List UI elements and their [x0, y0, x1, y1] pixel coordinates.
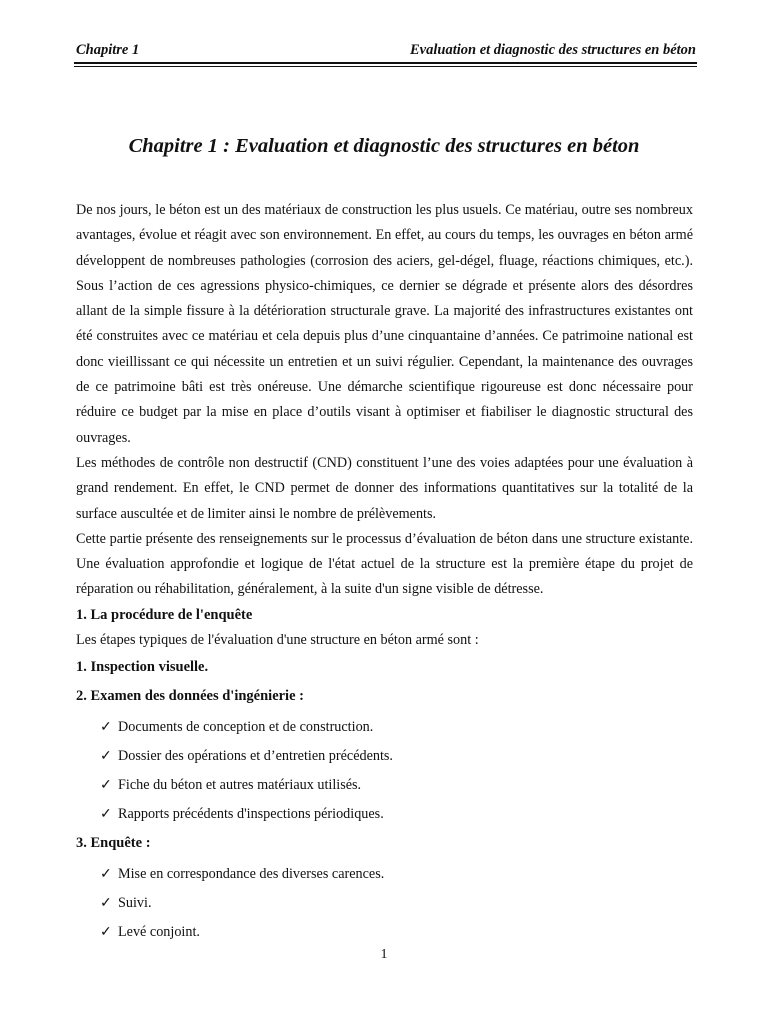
chapter-title: Chapitre 1 : Evaluation et diagnostic des structures en béton: [128, 135, 640, 157]
list-item-text: Levé conjoint.: [118, 924, 200, 941]
list-item: [100, 800, 693, 829]
list-item-text: Mise en correspondance des diverses carences.: [118, 866, 385, 883]
list-item-text: Dossier des opérations et d’entretien précédents.: [118, 748, 393, 765]
list-item: [100, 713, 693, 742]
running-header: [76, 42, 696, 59]
checkmark-icon: ✓: [100, 896, 112, 912]
list-item-text: Rapports précédents d'inspections périodiques.: [118, 806, 384, 823]
header-rule-thick: [74, 62, 697, 64]
step-1-heading: 1. Inspection visuelle.: [76, 659, 209, 676]
list-item: [100, 889, 693, 918]
section-heading: 1. La procédure de l'enquête: [76, 606, 253, 623]
header-chapter: Chapitre 1: [76, 42, 140, 58]
list-item: [100, 860, 693, 889]
list-item-text: Fiche du béton et autres matériaux utilisés.: [118, 777, 362, 794]
paragraph-cnd: Les méthodes de contrôle non destructif (CND) constituent l’une des voies adaptées pour une évaluation à grand rendement. En effet, le CND permet de donner des informations quantitatives sur la totalité de la surface auscultée et de limiter ainsi le nombre de prélèvements.: [76, 454, 693, 522]
list-item: [100, 918, 693, 947]
list-item-text: Documents de conception et de construction.: [118, 719, 374, 736]
list-item: [100, 742, 693, 771]
checkmark-icon: ✓: [100, 867, 112, 883]
checkmark-icon: ✓: [100, 807, 112, 823]
step-2-list: [76, 713, 693, 829]
page-number: 1: [380, 947, 388, 962]
header-chapter-title: Evaluation et diagnostic des structures en béton: [410, 42, 696, 58]
list-item-text: Suivi.: [118, 895, 152, 912]
page-body: [76, 198, 693, 949]
paragraph-intro: De nos jours, le béton est un des matériaux de construction les plus usuels. Ce matériau, outre ses nombreux avantages, évolue et réagit avec son environnement. En effet, au cours du temps, les ouvrages en béton armé développent de nombreuses pathologies (corrosion des aciers, gel-dégel, fluage, réactions chimiques, etc.). Sous l’action de ces agressions physico-chimiques, ce dernier se dégrade et présente alors des désordres allant de la simple fissure à la détérioration structurale grave. La majorité des infrastructures existantes ont été construites avec ce matériau et cela depuis plus d’une cinquantaine d’années. Ce patrimoine national est donc vieillissant ce qui nécessite un entretien et un suivi régulier. Cependant, la maintenance des ouvrages de ce patrimoine bâti est très onéreuse. Une démarche scientifique rigoureuse est donc nécessaire pour réduire ce budget par la mise en place d’outils visant à optimiser et fiabiliser le diagnostic structural des ouvrages.: [76, 202, 693, 446]
checkmark-icon: ✓: [100, 925, 112, 941]
paragraph-evaluation: Cette partie présente des renseignements sur le processus d’évaluation de béton dans une structure existante. Une évaluation approfondie et logique de l'état actuel de la structure est la première étape du projet de réparation ou réhabilitation, généralement, à la suite d'un signe visible de détresse.: [76, 530, 693, 598]
step-2-heading: 2. Examen des données d'ingénierie :: [76, 688, 304, 705]
section-intro: Les étapes typiques de l'évaluation d'une structure en béton armé sont :: [76, 631, 479, 648]
checkmark-icon: ✓: [100, 749, 112, 765]
checkmark-icon: ✓: [100, 720, 112, 736]
header-rule-thin: [74, 66, 697, 67]
list-item: [100, 771, 693, 800]
step-3-heading: 3. Enquête :: [76, 835, 151, 852]
step-3-list: [76, 860, 693, 947]
checkmark-icon: ✓: [100, 778, 112, 794]
